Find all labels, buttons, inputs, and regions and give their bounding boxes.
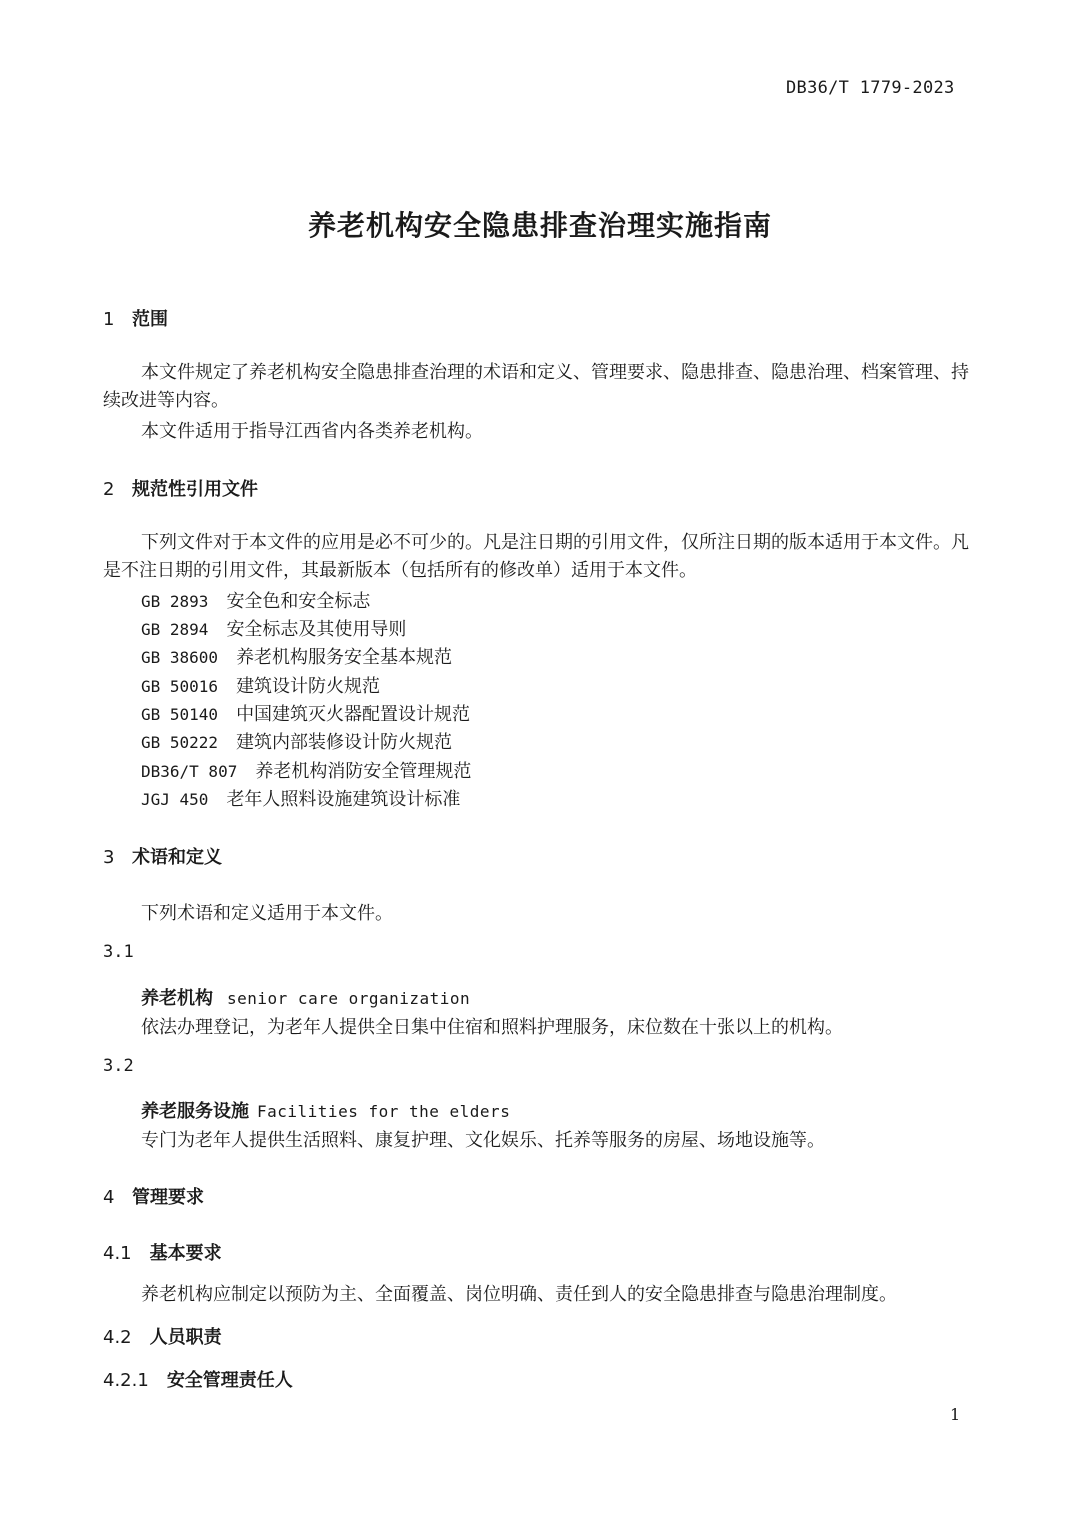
subsection-4-2-heading [103,1323,222,1349]
reference-code: JGJ 450 [141,790,209,809]
reference-code: DB36/T 807 [141,762,238,781]
term-definition: 专门为老年人提供生活照料、康复护理、文化娱乐、托养等服务的房屋、场地设施等。 [141,1130,825,1151]
reference-code: GB 50016 [141,677,219,696]
term-definition: 依法办理登记，为老年人提供全日集中住宿和照料护理服务，床位数在十张以上的机构。 [141,1017,843,1038]
term-chinese: 养老机构 [141,988,213,1009]
subsection-number: 4.2 [103,1327,132,1348]
reference-title: 建筑内部装修设计防火规范 [236,732,453,753]
term-english: Facilities for the elders [257,1102,511,1121]
term-chinese: 养老服务设施 [141,1101,249,1122]
reference-item [141,587,370,613]
subsection-title: 基本要求 [149,1243,222,1264]
section-number: 3 [103,847,115,868]
section-1-heading [103,305,168,331]
reference-title: 老年人照料设施建筑设计标准 [226,789,461,810]
term-entry [141,1097,510,1123]
reference-item [141,728,452,754]
section-number: 4 [103,1187,115,1208]
term-number: 3.2 [103,1056,134,1076]
term-entry [141,984,470,1010]
subsection-title: 人员职责 [149,1327,222,1348]
subsection-number: 4.2.1 [103,1370,149,1391]
reference-item [141,672,380,698]
reference-code: GB 2893 [141,592,209,611]
reference-title: 养老机构消防安全管理规范 [255,761,472,782]
page-number: 1 [950,1405,961,1424]
section-2-heading [103,475,258,501]
subsection-title: 安全管理责任人 [166,1370,293,1391]
section-title: 规范性引用文件 [132,479,258,500]
section-1-paragraph-2: 本文件适用于指导江西省内各类养老机构。 [141,421,483,442]
term-number: 3.1 [103,942,134,962]
reference-title: 建筑设计防火规范 [236,676,381,697]
section-4-heading [103,1183,204,1209]
reference-title: 安全色和安全标志 [226,591,371,612]
subsection-number: 4.1 [103,1243,132,1264]
document-title: 养老机构安全隐患排查治理实施指南 [307,209,772,242]
subsection-4-1-paragraph: 养老机构应制定以预防为主、全面覆盖、岗位明确、责任到人的安全隐患排查与隐患治理制度。 [141,1284,897,1305]
reference-item [141,615,406,641]
reference-title: 安全标志及其使用导则 [226,619,407,640]
section-number: 2 [103,479,115,500]
section-number: 1 [103,309,115,330]
section-1-paragraph-1: 本文件规定了养老机构安全隐患排查治理的术语和定义、管理要求、隐患排查、隐患治理、档案管理、持续改进等内容。 [103,362,969,411]
section-title: 范围 [132,309,168,330]
reference-item [141,785,460,811]
section-3-paragraph-1: 下列术语和定义适用于本文件。 [141,903,393,924]
term-english: senior care organization [227,989,471,1008]
reference-title: 养老机构服务安全基本规范 [236,647,453,668]
reference-code: GB 50140 [141,705,219,724]
reference-code: GB 50222 [141,733,219,752]
subsection-4-1-heading [103,1239,222,1265]
reference-item [141,700,470,726]
section-3-heading [103,843,222,869]
section-title: 术语和定义 [132,847,222,868]
standard-code: DB36/T 1779-2023 [786,78,955,98]
reference-code: GB 38600 [141,648,219,667]
section-2-paragraph-1: 下列文件对于本文件的应用是必不可少的。凡是注日期的引用文件，仅所注日期的版本适用于本文件。凡是不注日期的引用文件，其最新版本（包括所有的修改单）适用于本文件。 [103,532,969,581]
reference-item [141,643,452,669]
reference-title: 中国建筑灭火器配置设计规范 [236,704,471,725]
section-title: 管理要求 [132,1187,204,1208]
reference-item [141,757,471,783]
subsection-4-2-1-heading [103,1366,293,1392]
reference-code: GB 2894 [141,620,209,639]
